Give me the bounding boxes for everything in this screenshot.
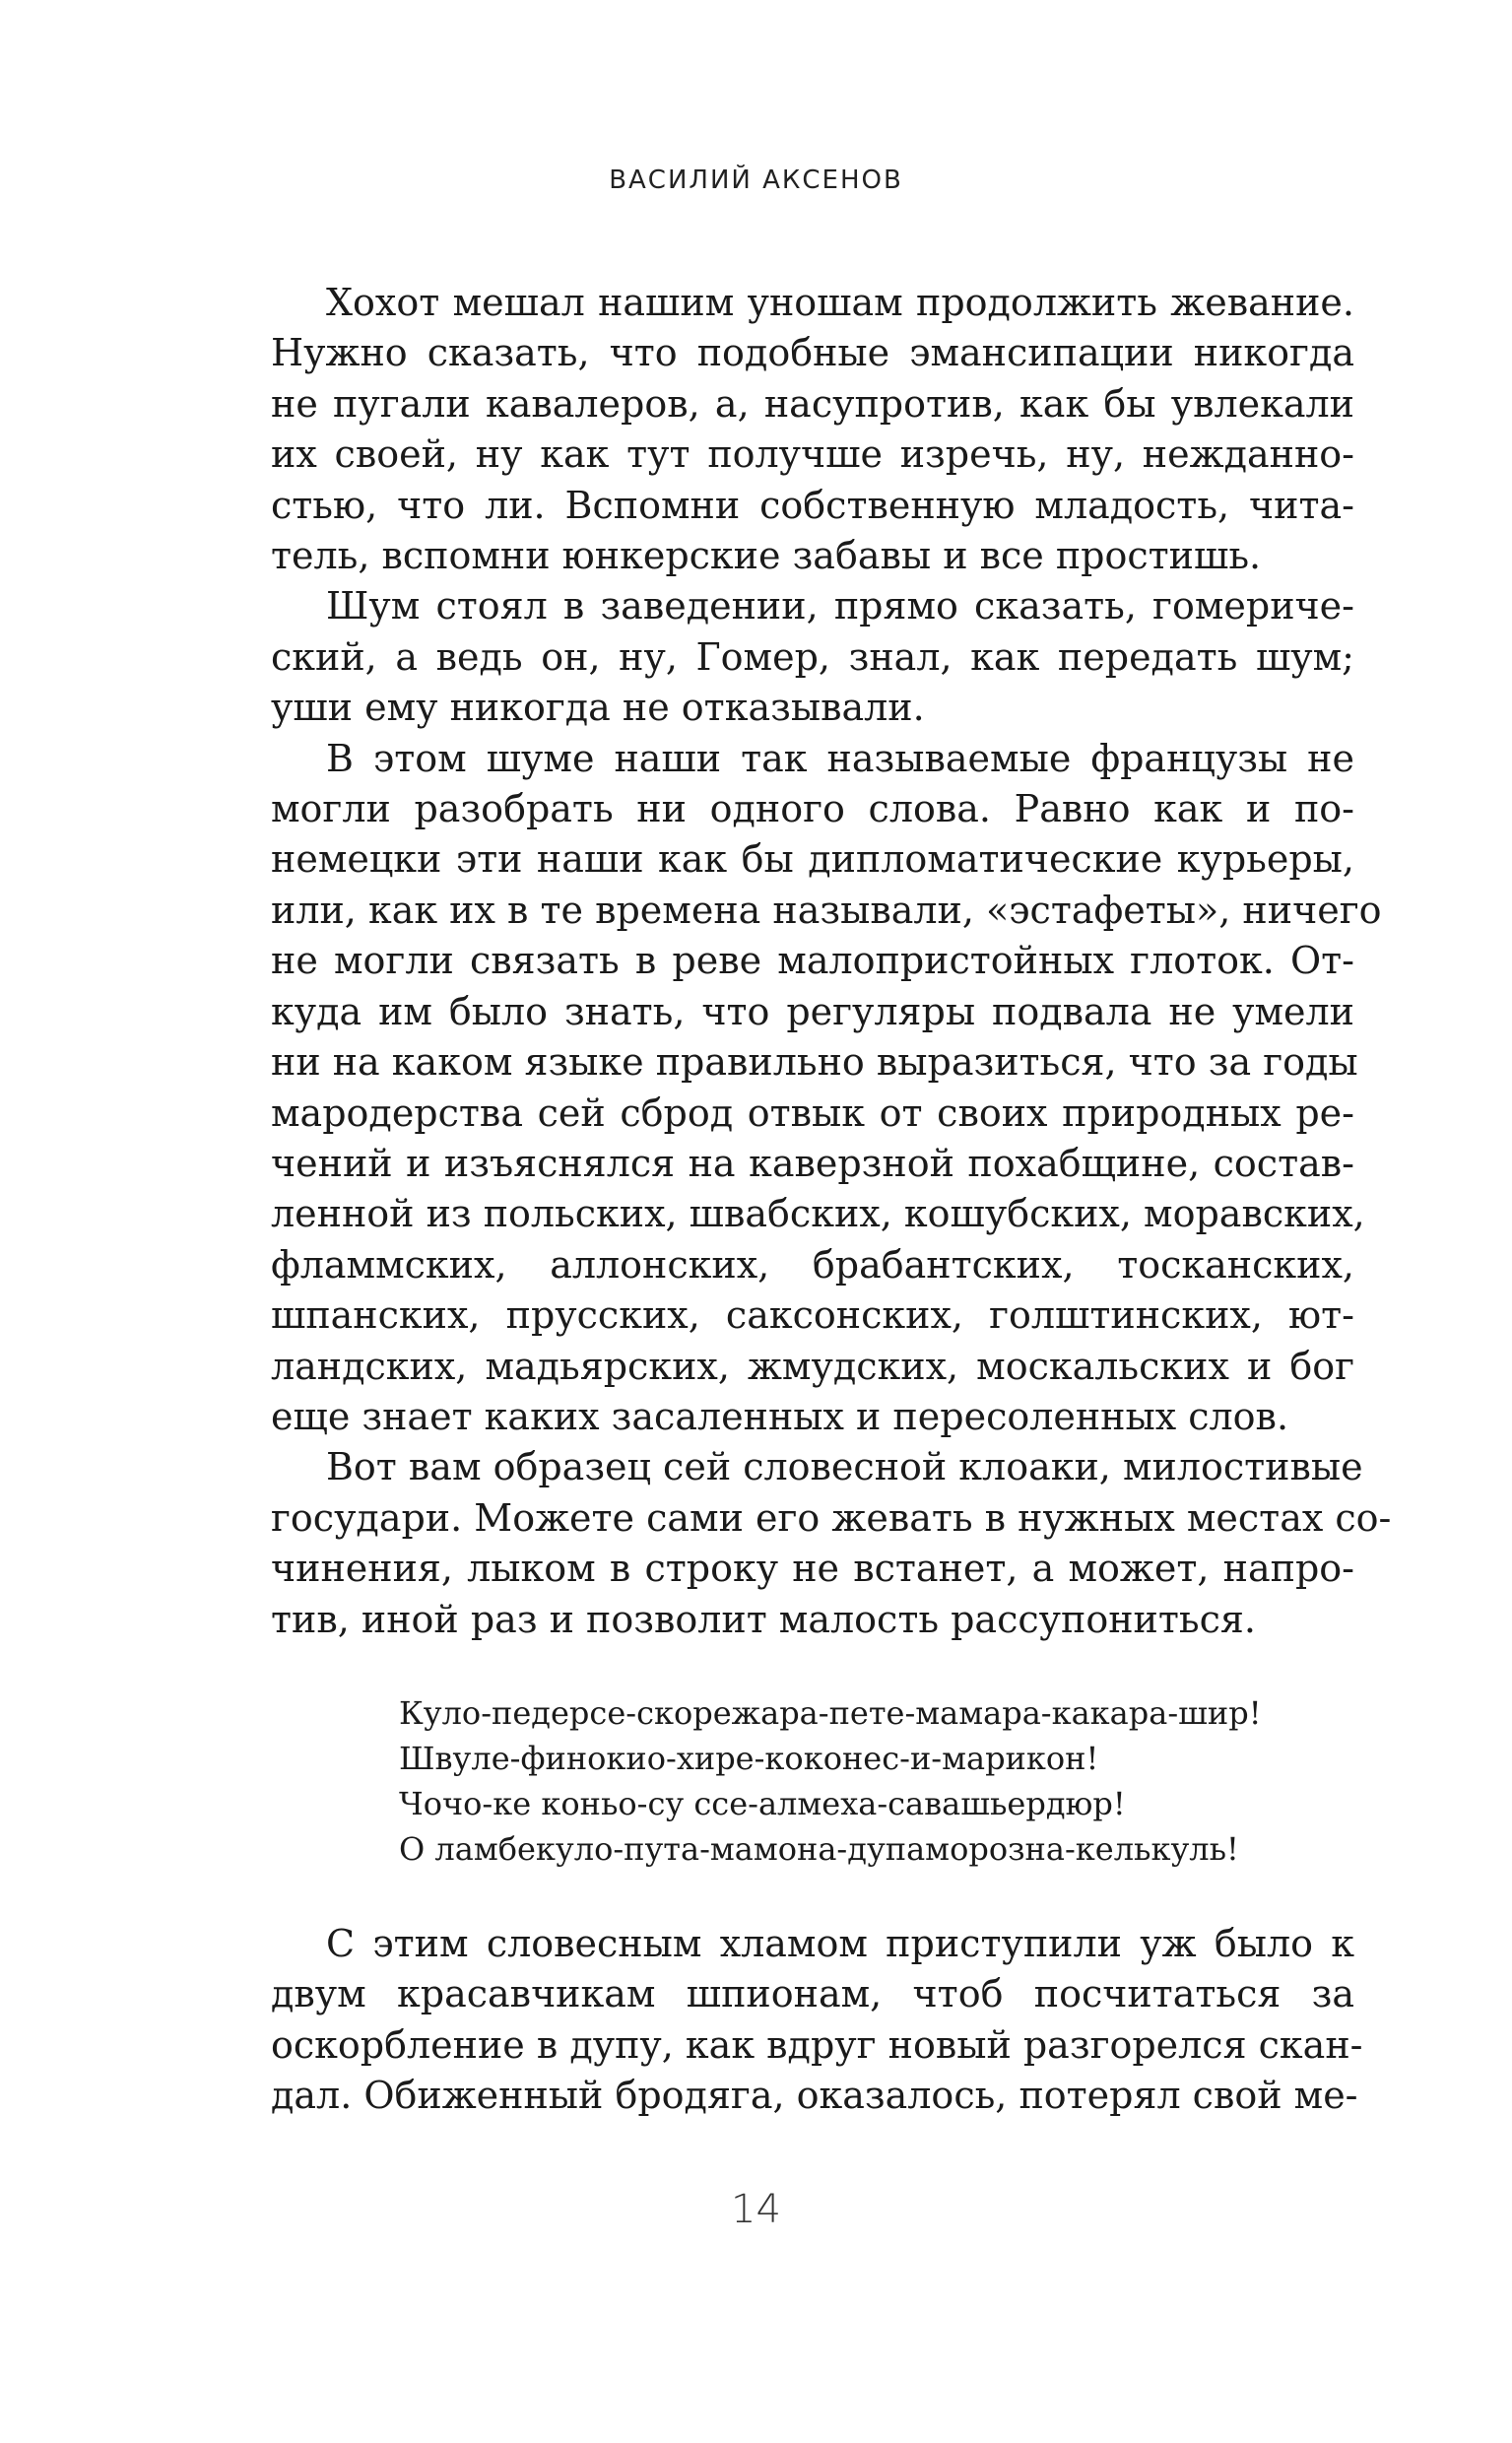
text-line: уши ему никогда не отказывали.	[271, 686, 925, 730]
text-line: Шум стоял в заведении, прямо сказать, гомериче-	[326, 584, 1354, 628]
text-line: Вот вам образец сей словесной клоаки, милостивые	[326, 1445, 1363, 1489]
verse-line: О ламбекуло-пута-мамона-дупаморозна-келькуль!	[399, 1829, 1239, 1868]
text-line: не пугали кавалеров, а, насупротив, как бы увлекали	[271, 381, 1354, 426]
text-line: немецки эти наши как бы дипломатические курьеры,	[271, 837, 1354, 882]
text-line: оскорбление в дупу, как вдруг новый разгорелся скан-	[271, 2022, 1363, 2067]
text-line: еще знает каких засаленных и пересоленных слов.	[271, 1394, 1289, 1438]
text-line: В этом шуме наши так называемые французы не	[326, 736, 1354, 780]
text-line: Хохот мешал нашим уношам продолжить жевание.	[326, 281, 1354, 324]
text-line: ландских, мадьярских, жмудских, москальских и бог	[271, 1344, 1354, 1388]
verse-line: Чочо-ке коньо-су ссе-алмеха-савашьердюр!	[399, 1784, 1126, 1822]
text-line: ни на каком языке правильно выразиться, что за годы	[271, 1040, 1358, 1085]
verse-block	[399, 1690, 1354, 1872]
closing-paragraph	[271, 1919, 1363, 2122]
text-line: чинения, лыком в строку не встанет, а может, напро-	[271, 1547, 1354, 1591]
text-line: С этим словесным хламом приступили уж было к	[326, 1921, 1354, 1965]
paragraph	[271, 1442, 1392, 1645]
text-line: их своей, ну как тут получше изречь, ну, нежданно-	[271, 432, 1354, 477]
text-line: государи. Можете сами его жевать в нужных местах со-	[271, 1495, 1392, 1540]
paragraph	[271, 278, 1354, 581]
running-head: ВАСИЛИЙ АКСЕНОВ	[609, 165, 903, 195]
paragraph	[271, 1919, 1363, 2122]
text-line: куда им было знать, что регуляры подвала не умели	[271, 989, 1354, 1033]
text-line: ский, а ведь он, ну, Гомер, знал, как передать шум;	[271, 634, 1354, 679]
paragraph	[271, 581, 1354, 733]
text-line: могли разобрать ни одного слова. Равно как и по-	[271, 787, 1354, 831]
text-line: мародерства сей сброд отвык от своих природных ре-	[271, 1090, 1354, 1135]
text-line: или, как их в те времена называли, «эстафеты», ничего	[271, 888, 1382, 932]
text-line: двум красавчикам шпионам, чтоб посчитаться за	[271, 1972, 1354, 2016]
text-line: шпанских, прусских, саксонских, голштинских, ют-	[271, 1293, 1354, 1338]
verse-line: Швуле-финокио-хире-коконес-и-марикон!	[399, 1739, 1099, 1777]
text-line: Нужно сказать, что подобные эмансипации никогда	[271, 331, 1354, 375]
paragraph	[271, 734, 1382, 1443]
page-number: 14	[731, 2187, 781, 2232]
text-line: стью, что ли. Вспомни собственную младость, чита-	[271, 483, 1354, 527]
text-line: чений и изъяснялся на каверзной похабщине, состав-	[271, 1141, 1354, 1185]
body-text	[271, 278, 1392, 2122]
text-line: не могли связать в реве малопристойных глоток. От-	[271, 939, 1354, 983]
text-line: дал. Обиженный бродяга, оказалось, потерял свой ме-	[271, 2074, 1358, 2118]
text-line: тив, иной раз и позволит малость рассупониться.	[271, 1597, 1256, 1641]
text-line: тель, вспомни юнкерские забавы и все простишь.	[271, 534, 1262, 578]
verse-line: Куло-педерсе-скорежара-пете-мамара-какара-шир!	[399, 1693, 1262, 1732]
text-line: ленной из польских, швабских, кошубских, моравских,	[271, 1192, 1365, 1236]
text-line: фламмских, аллонских, брабантских, тосканских,	[271, 1242, 1354, 1287]
paragraphs	[271, 278, 1392, 1645]
